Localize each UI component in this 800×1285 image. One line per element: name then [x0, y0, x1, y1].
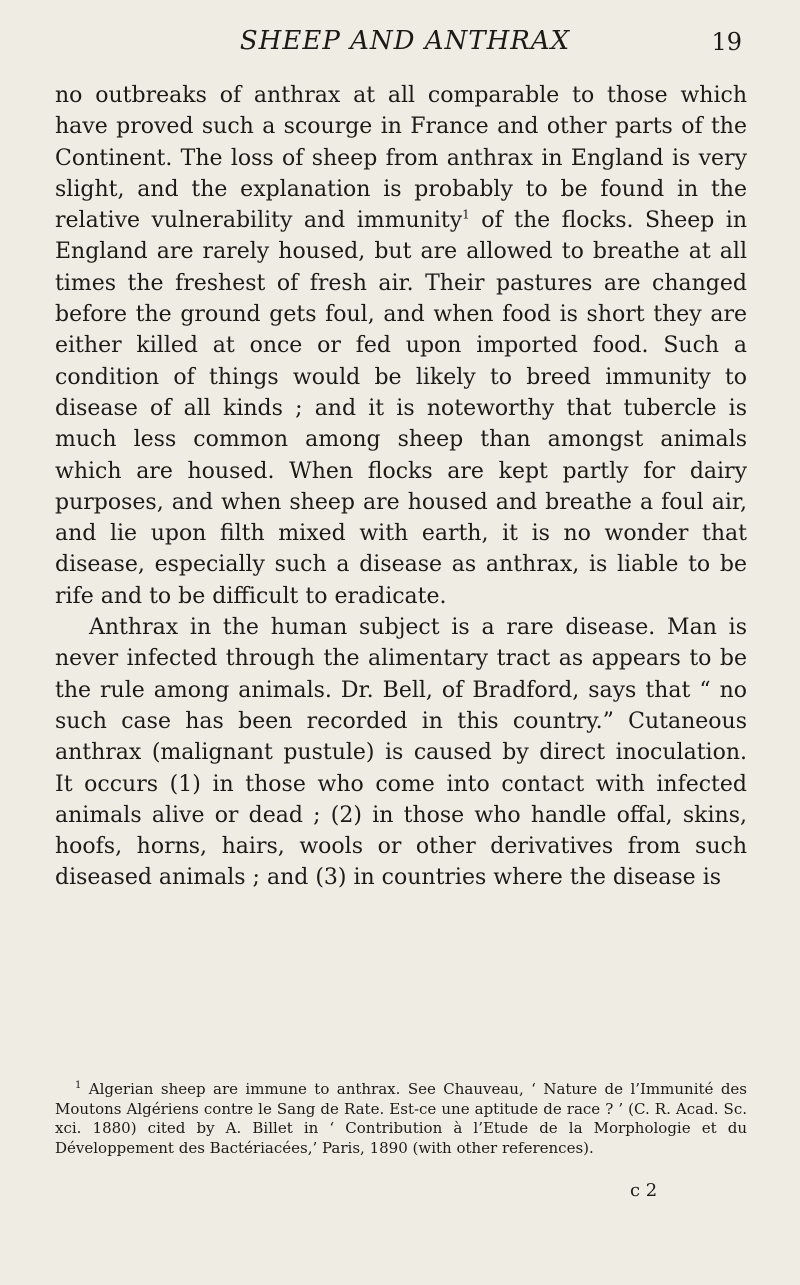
running-title: SHEEP AND ANTHRAX — [239, 26, 571, 56]
footnote-entry — [55, 1080, 747, 1158]
running-head — [0, 26, 800, 62]
footnote — [55, 1080, 747, 1158]
footnote-text: Algerian sheep are immune to anthrax. See Chauveau, ‘ Nature de l’Immunité des Moutons Algériens contre le Sang de Rate. Est-ce une aptitude de race ? ’ (C. R. Acad. Sc. xci. 1880) cited by A. Billet in ‘ Contribution à l’Etude de la Morphologie et du Développement des Bactériacées,’ Paris, 1890 (with other references). — [55, 1080, 747, 1157]
footnote-marker: 1 — [75, 1080, 82, 1091]
footnote-reference: 1 — [462, 207, 470, 222]
paragraph-1-text-end: of the flocks. Sheep in England are rarely housed, but are allowed to breathe at all times the freshest of fresh air. Their pastures are changed before the ground gets foul, and when food is short they are either killed at once or fed upon imported food. Such a condition of things would be likely to breed immunity to disease of all kinds ; and it is noteworthy that tubercle is much less common among sheep than amongst animals which are housed. When flocks are kept partly for dairy purposes, and when sheep are housed and breathe a foul air, and lie upon filth mixed with earth, it is no wonder that disease, especially such a disease as anthrax, is liable to be rife and to be difficult to eradicate. — [55, 208, 747, 609]
paragraph-1 — [55, 80, 747, 612]
paragraph-1-text-start: no outbreaks of anthrax at all comparable to those which have proved such a scourge in France and other parts of the Continent. The loss of sheep from anthrax in England is very slight, and the explanation is probably to be found in the relative vulnerability and immunity — [55, 83, 747, 234]
body-text — [55, 80, 747, 894]
page-number: 19 — [711, 28, 742, 56]
signature-mark: c 2 — [630, 1180, 658, 1201]
paragraph-2: Anthrax in the human subject is a rare disease. Man is never infected through the alimentary tract as appears to be the rule among animals. Dr. Bell, of Bradford, says that “ no such case has been recorded in this country.” Cutaneous anthrax (malignant pustule) is caused by direct inoculation. It occurs (1) in those who come into contact with infected animals alive or dead ; (2) in those who handle offal, skins, hoofs, horns, hairs, wools or other derivatives from such diseased animals ; and (3) in countries where the disease is — [55, 615, 747, 891]
